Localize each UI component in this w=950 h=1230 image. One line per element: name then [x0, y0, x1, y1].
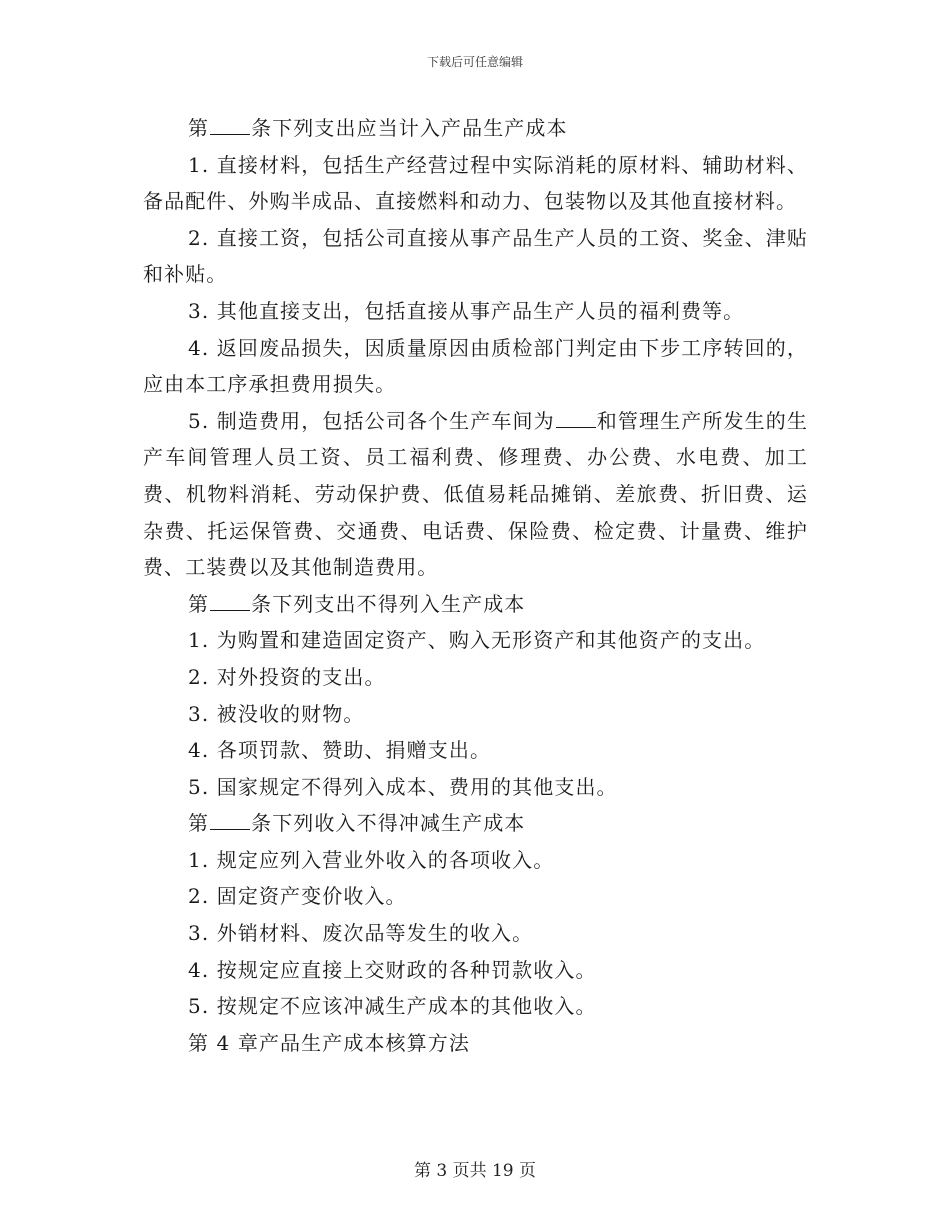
list-item: 3. 其他直接支出，包括直接从事产品生产人员的福利费等。	[188, 298, 745, 323]
heading-text: 条下列收入不得冲减生产成本	[251, 811, 526, 836]
heading-text: 条下列支出应当计入产品生产成本	[251, 116, 568, 140]
section-heading	[143, 586, 808, 623]
heading-prefix: 第	[188, 591, 210, 616]
list-item: 5. 按规定不应该冲减生产成本的其他收入。	[188, 994, 597, 1019]
list-item: 3. 外销材料、废次品等发生的收入。	[188, 921, 534, 946]
list-item: 2. 固定资产变价收入。	[188, 884, 407, 909]
item-text-before: 5. 制造费用，包括公司各个生产车间为	[188, 408, 555, 433]
list-item: 4. 按规定应直接上交财政的各种罚款收入。	[188, 957, 597, 982]
list-item: 5. 国家规定不得列入成本、费用的其他支出。	[188, 774, 618, 799]
list-item: 1. 规定应列入营业外收入的各项收入。	[188, 847, 555, 872]
list-item: 4. 各项罚款、赞助、捐赠支出。	[188, 738, 492, 763]
page-header-note: 下载后可任意编辑	[426, 55, 523, 69]
blank-underline	[556, 409, 596, 428]
blank-underline	[210, 592, 250, 611]
chapter-title: 第 4 章产品生产成本核算方法	[188, 1030, 470, 1055]
list-item: 1. 为购置和建造固定资产、购入无形资产和其他资产的支出。	[188, 628, 766, 653]
heading-prefix: 第	[188, 811, 210, 836]
blank-underline	[210, 811, 250, 830]
list-item: 4. 返回废品损失，因质量原因由质检部门判定由下步工序转回的，应由本工序承担费用损失。	[143, 335, 808, 397]
page-number: 第 3 页共 19 页	[413, 1161, 537, 1181]
heading-text: 条下列支出不得列入生产成本	[251, 591, 526, 616]
list-item	[143, 403, 808, 586]
section-heading	[143, 805, 808, 842]
list-item: 1. 直接材料，包括生产经营过程中实际消耗的原材料、辅助材料、备品配件、外购半成品、直接燃料和动力、包装物以及其他直接材料。	[143, 152, 808, 214]
list-item: 2. 对外投资的支出。	[188, 664, 386, 689]
document-body	[143, 110, 808, 1061]
blank-underline	[210, 116, 250, 135]
item-text-after: 和管理生产所发生的生产车间管理人员工资、员工福利费、修理费、办公费、水电费、加工费、机物料消耗、劳动保护费、低值易耗品摊销、差旅费、折旧费、运杂费、托运保管费、交通费、电话费、保险费、检定费、计量费、维护费、工装费以及其他制造费用。	[143, 408, 809, 580]
list-item: 2. 直接工资，包括公司直接从事产品生产人员的工资、奖金、津贴和补贴。	[143, 225, 808, 287]
list-item: 3. 被没收的财物。	[188, 701, 365, 726]
section-heading	[143, 110, 808, 147]
heading-prefix: 第	[188, 116, 210, 140]
